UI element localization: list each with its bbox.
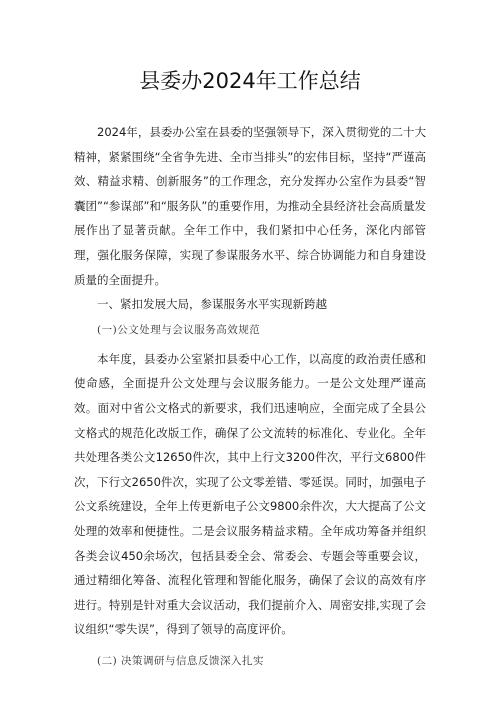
- document-title: 县委办2024年工作总结: [139, 69, 361, 93]
- subsection-1-body: 本年度，县委办公室紧扣县委中心工作，以高度的政治责任感和使命感，全面提升公文处理与会议服务能力。一是公文处理严谨高效。面对中省公文格式的新要求，我们迅速响应，全面完成了全县公文格式的规范化改版工作，确保了公文流转的标准化、专业化。全年共处理各类公文12650件次，其中上行文3200件次，平行文6800件次，下行文2650件次，实现了公文零差错、零延误。同时，加强电子公文系统建设，全年上传更新电子公文9800余件次，大大提高了公文处理的效率和便捷性。二是会议服务精益求精。全年成功筹备并组织各类会议450余场次，包括县委全会、常委会、专题会等重要会议，通过精细化筹备、流程化管理和智能化服务，确保了会议的高效有序进行。特别是针对重大会议活动，我们提前介入、周密安排,实现了会议组织“零失误”，得到了领导的高度评价。: [74, 351, 426, 637]
- subsection-heading-2: (二) 决策调研与信息反馈深入扎实: [97, 654, 265, 667]
- section-heading-1: 一、紧扣发展大局，参谋服务水平实现新跨越: [97, 297, 327, 312]
- intro-paragraph: 2024年，县委办公室在县委的坚强领导下，深入贯彻党的二十大精神，紧紧围绕“全省争先进、全市当排头”的宏伟目标，坚持“严谨高效、精益求精、创新服务”的工作理念，充分发挥办公室作为县委“智囊团”“参谋部”和“服务队”的重要作用，为推动全县经济社会高质量发展作出了显著贡献。全年工作中，我们紧扣中心任务，深化内部管理，强化服务保障，实现了参谋服务水平、综合协调能力和自身建设质量的全面提升。: [74, 125, 426, 287]
- subsection-heading-1: (一)公文处理与会议服务高效规范: [97, 323, 261, 336]
